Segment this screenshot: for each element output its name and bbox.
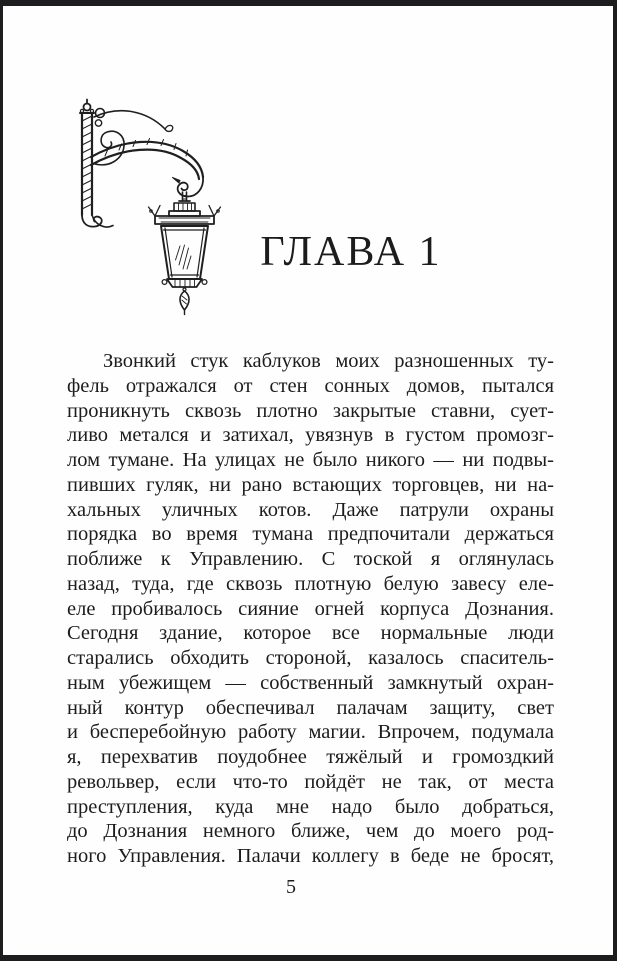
text-line: ный контур обеспечивал палачам защиту, свет xyxy=(67,696,554,719)
chapter-heading: ГЛАВА 1 xyxy=(260,229,442,275)
text-line: фель отражался от стен сонных домов, пытался xyxy=(67,374,554,397)
text-line: преступления, куда мне надо было добраться, xyxy=(67,795,554,818)
text-line: я, перехватив поудобнее тяжёлый и громоздкий xyxy=(67,746,554,768)
text-line: до Дознания немного ближе, чем до моего род- xyxy=(67,820,554,843)
street-lantern-icon xyxy=(75,98,235,320)
text-line: проникнуть сквозь плотно закрытые ставни, сует- xyxy=(67,399,554,422)
page-number: 5 xyxy=(286,876,296,898)
text-line: старались обходить стороной, казалось спаситель- xyxy=(67,647,554,669)
text-line: еле пробивалось сияние огней корпуса Дознания. xyxy=(67,597,554,620)
body-text xyxy=(67,349,554,869)
text-line: пивших гуляк, ни рано встающих торговцев, ни на- xyxy=(67,473,554,496)
text-line: порядка во время тумана предпочитали держаться xyxy=(67,523,554,546)
text-line: лом тумане. На улицах не было никого — ни подвы- xyxy=(67,449,554,471)
text-line: Звонкий стук каблуков моих разношенных ту- xyxy=(103,350,554,372)
text-line: назад, туда, где сквозь плотную белую завесу еле- xyxy=(67,572,554,595)
text-line: ливо метался и затихал, увязнув в густом промозг- xyxy=(67,424,554,447)
text-line: ного Управления. Палачи коллегу в беде не бросят, xyxy=(67,845,554,867)
text-line: поближе к Управлению. С тоской я оглянулась xyxy=(67,548,554,570)
text-line: хальных уличных котов. Даже патрули охраны xyxy=(67,498,554,521)
lantern-illustration xyxy=(75,98,235,320)
text-line: ным убежищем — собственный замкнутый охран- xyxy=(67,671,554,694)
text-line: Сегодня здание, которое все нормальные люди xyxy=(67,622,554,645)
text-line: и бесперебойную работу магии. Впрочем, подумала xyxy=(67,721,554,744)
text-line: револьвер, если что-то пойдёт не так, от места xyxy=(67,770,554,793)
